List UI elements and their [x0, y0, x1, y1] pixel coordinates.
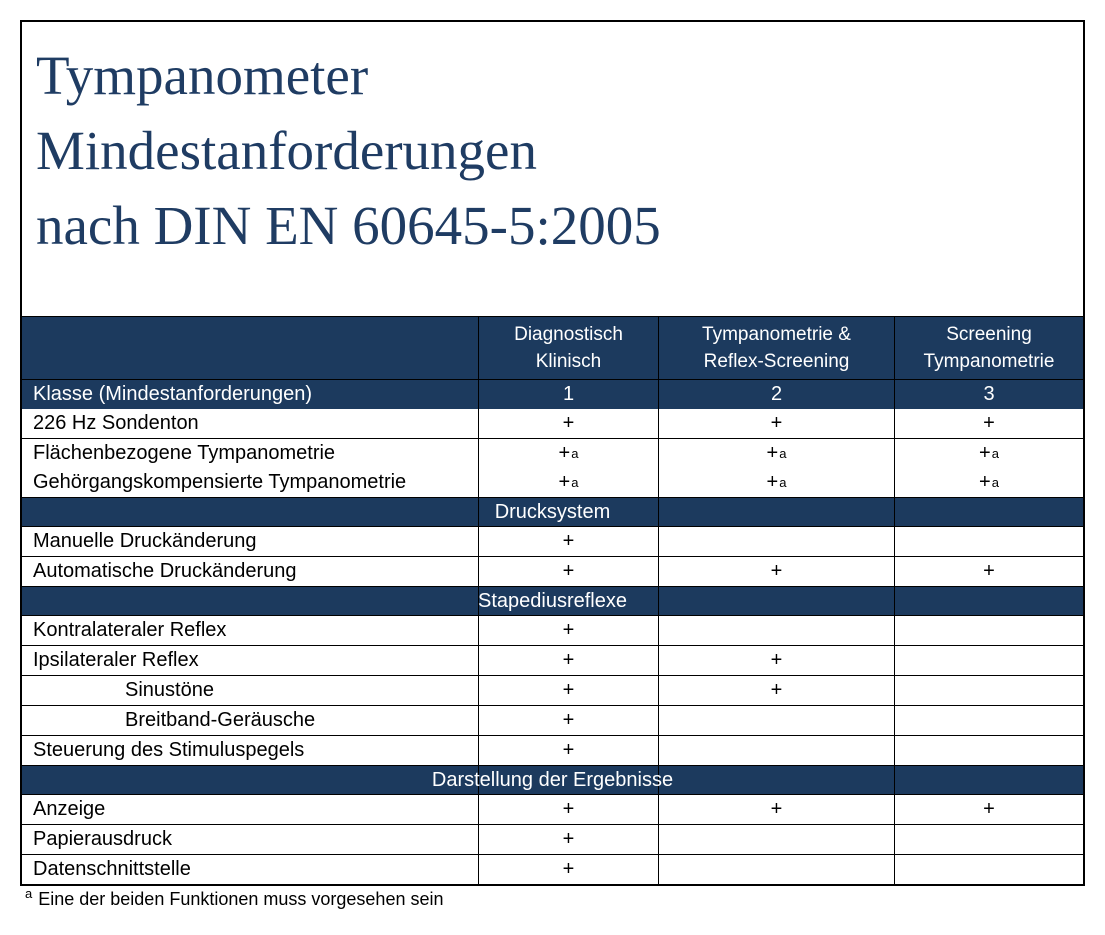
value-cell [658, 825, 894, 854]
row-label: Breitband-Geräusche [125, 709, 316, 731]
table-row [22, 645, 1083, 675]
section-cell [658, 766, 894, 794]
section-label: Drucksystem [494, 500, 611, 523]
value-cell [658, 736, 894, 765]
table-row [22, 556, 1083, 586]
value-cell [658, 527, 894, 556]
table-row [22, 705, 1083, 735]
value-cell: + a [478, 439, 658, 468]
value-cell [894, 855, 1083, 884]
value-cell: + [478, 855, 658, 884]
title-line-1: Tympanometer [36, 45, 369, 106]
value-cell: + [658, 676, 894, 705]
table-row [22, 794, 1083, 824]
value-cell [894, 676, 1083, 705]
footnote [24, 886, 444, 910]
value-cell [658, 855, 894, 884]
value-cell: + [478, 795, 658, 824]
section-header-row [22, 765, 1083, 794]
section-cell [894, 587, 1083, 615]
table-row [22, 409, 1083, 438]
value-cell [658, 616, 894, 645]
row-label: Steuerung des Stimuluspegels [33, 739, 305, 761]
footnote-marker: a [25, 886, 33, 901]
value-cell: + [658, 409, 894, 438]
document-frame [20, 20, 1085, 886]
requirements-table [22, 316, 1083, 884]
value-cell [894, 825, 1083, 854]
section-cell [894, 766, 1083, 794]
column-header-line: Screening [946, 324, 1032, 345]
value-cell: + a [658, 468, 894, 497]
table-row [22, 526, 1083, 556]
title-line-2: Mindestanforderungen [36, 120, 537, 181]
value-cell [894, 736, 1083, 765]
column-header-line: Tympanometrie [923, 351, 1055, 372]
value-cell: + [478, 676, 658, 705]
column-header-3 [894, 317, 1083, 379]
value-cell: + [478, 646, 658, 675]
value-cell: + a [658, 439, 894, 468]
column-header-line: Klinisch [535, 351, 602, 372]
value-cell: + [658, 557, 894, 586]
value-cell [894, 706, 1083, 735]
section-cell [22, 498, 478, 526]
row-label: Ipsilateraler Reflex [33, 649, 199, 671]
table-row [22, 854, 1083, 884]
table-row [22, 438, 1083, 468]
row-label: Gehörgangskompensierte Tympanometrie [33, 471, 407, 493]
section-label: Stapediusreflexe [478, 589, 627, 612]
value-cell: + [894, 409, 1083, 438]
column-header-line: Reflex-Screening [703, 351, 850, 372]
section-header-row [22, 586, 1083, 615]
section-cell [478, 498, 658, 526]
column-header-1 [478, 317, 658, 379]
row-label: Papierausdruck [33, 828, 172, 850]
row-label: Flächenbezogene Tympanometrie [33, 442, 336, 464]
value-cell: + [894, 795, 1083, 824]
table-header-row [22, 317, 1083, 379]
section-cell [22, 766, 478, 794]
row-label: Kontralateraler Reflex [33, 619, 227, 641]
section-cell [894, 498, 1083, 526]
row-label: Sinustöne [125, 679, 214, 701]
value-cell [894, 616, 1083, 645]
table-row [22, 468, 1083, 497]
section-cell [478, 587, 658, 615]
document-title [22, 22, 1083, 263]
row-label: Automatische Druckänderung [33, 560, 297, 582]
column-header-2 [658, 317, 894, 379]
value-cell: + [658, 795, 894, 824]
section-cell [658, 498, 894, 526]
value-cell: + [894, 557, 1083, 586]
section-cell [22, 587, 478, 615]
class-value-cell: 3 [894, 380, 1083, 409]
value-cell: + [478, 825, 658, 854]
class-value-cell: 2 [658, 380, 894, 409]
section-header-row [22, 497, 1083, 526]
class-row [22, 379, 1083, 409]
footnote-text: Eine der beiden Funktionen muss vorgesehen sein [38, 889, 444, 909]
column-header-line: Diagnostisch [514, 324, 623, 345]
title-line-3: nach DIN EN 60645-5:2005 [36, 195, 661, 256]
value-cell: + [478, 706, 658, 735]
value-cell: + [658, 646, 894, 675]
row-label: 226 Hz Sondenton [33, 412, 199, 434]
row-label: Manuelle Druckänderung [33, 530, 257, 552]
value-cell: + a [478, 468, 658, 497]
value-cell [894, 646, 1083, 675]
section-label: Darstellung der Ergebnisse [431, 768, 674, 791]
row-label: Anzeige [33, 798, 106, 820]
row-label: Datenschnittstelle [33, 858, 191, 880]
table-row [22, 824, 1083, 854]
value-cell: + [478, 527, 658, 556]
section-cell [658, 587, 894, 615]
value-cell: + a [894, 468, 1083, 497]
class-row-label: Klasse (Mindestanforderungen) [22, 380, 478, 409]
column-header-empty [22, 317, 478, 379]
value-cell: + [478, 409, 658, 438]
table-row [22, 675, 1083, 705]
value-cell [894, 527, 1083, 556]
value-cell: + [478, 557, 658, 586]
value-cell [658, 706, 894, 735]
column-header-line: Tympanometrie & [702, 324, 851, 345]
value-cell: + [478, 736, 658, 765]
section-cell [478, 766, 658, 794]
value-cell: + [478, 616, 658, 645]
value-cell: + a [894, 439, 1083, 468]
class-value-cell: 1 [478, 380, 658, 409]
table-row [22, 735, 1083, 765]
table-row [22, 615, 1083, 645]
